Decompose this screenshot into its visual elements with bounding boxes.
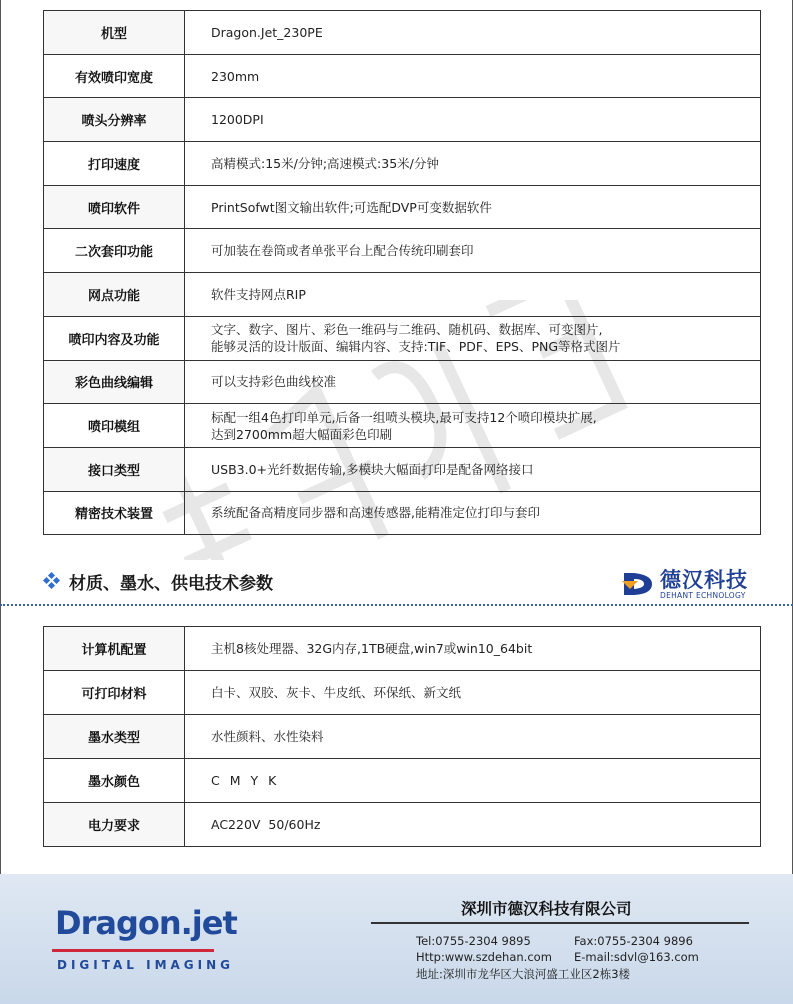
dragonjet-logo-subtitle: DIGITAL IMAGING — [57, 958, 235, 972]
table-row — [44, 404, 761, 448]
row-value-line2: 达到2700mm超大幅面彩色印刷 — [211, 426, 393, 442]
table-row — [44, 803, 761, 847]
logo-underline — [52, 949, 214, 952]
table-row — [44, 360, 761, 404]
row-value — [185, 404, 761, 448]
dehan-brand-logo — [620, 566, 760, 602]
table-row — [44, 98, 761, 142]
row-label: 喷印内容及功能 — [44, 316, 185, 360]
brand-name-cn: 德汉科技 — [660, 567, 748, 592]
row-value: 系统配备高精度同步器和高速传感器,能精准定位打印与套印 — [185, 491, 761, 535]
section-heading — [43, 568, 273, 594]
row-value: AC220V 50/60Hz — [185, 803, 761, 847]
row-value: 白卡、双胶、灰卡、牛皮纸、环保纸、新文纸 — [185, 671, 761, 715]
row-value: 水性颜料、水性染料 — [185, 715, 761, 759]
table-row — [44, 229, 761, 273]
table-row — [44, 316, 761, 360]
row-label: 打印速度 — [44, 142, 185, 186]
row-label: 机型 — [44, 11, 185, 55]
section-divider — [0, 604, 793, 606]
page-footer — [0, 874, 793, 1004]
row-value: Dragon.Jet_230PE — [185, 11, 761, 55]
row-value: C M Y K — [185, 759, 761, 803]
row-value: 高精模式:15米/分钟;高速模式:35米/分钟 — [185, 142, 761, 186]
table-row — [44, 627, 761, 671]
row-label: 接口类型 — [44, 447, 185, 491]
table-row — [44, 715, 761, 759]
table-row — [44, 447, 761, 491]
row-value: 1200DPI — [185, 98, 761, 142]
row-label: 喷头分辨率 — [44, 98, 185, 142]
row-label: 可打印材料 — [44, 671, 185, 715]
tel: Tel:0755-2304 9895 — [416, 934, 531, 948]
row-label: 墨水颜色 — [44, 759, 185, 803]
row-value-line2: 能够灵活的设计版面、编辑内容、支持:TIF、PDF、EPS、PNG等格式图片 — [211, 339, 621, 355]
table-row — [44, 491, 761, 535]
spec-table-materials — [43, 626, 761, 847]
table-row — [44, 142, 761, 186]
spec-table-printer — [43, 10, 761, 535]
row-value: USB3.0+光纤数据传输,多模块大幅面打印是配备网络接口 — [185, 447, 761, 491]
email: E-mail:sdvl@163.com — [574, 950, 699, 964]
fax: Fax:0755-2304 9896 — [574, 934, 693, 948]
row-value: 主机8核处理器、32G内存,1TB硬盘,win7或win10_64bit — [185, 627, 761, 671]
row-value: 可以支持彩色曲线校准 — [185, 360, 761, 404]
table-row — [44, 54, 761, 98]
row-label: 有效喷印宽度 — [44, 54, 185, 98]
table-row — [44, 671, 761, 715]
row-value — [185, 316, 761, 360]
row-label: 二次套印功能 — [44, 229, 185, 273]
row-value-line1: 标配一组4色打印单元,后备一组喷头模块,最可支持12个喷印模块扩展, — [211, 409, 597, 425]
row-label: 喷印软件 — [44, 185, 185, 229]
company-name: 深圳市德汉科技有限公司 — [461, 900, 632, 918]
section-title: 材质、墨水、供电技术参数 — [69, 573, 273, 594]
website: Http:www.szdehan.com — [416, 950, 552, 964]
table-row — [44, 185, 761, 229]
row-value-line1: 文字、数字、图片、彩色一维码与二维码、随机码、数据库、可变图片, — [211, 322, 603, 338]
dehan-logo-icon — [620, 567, 656, 601]
row-value: 230mm — [185, 54, 761, 98]
table-row — [44, 273, 761, 317]
row-label: 喷印模组 — [44, 404, 185, 448]
diamond-bullet-icon — [43, 572, 61, 590]
page-border-left — [0, 0, 1, 874]
table-row — [44, 759, 761, 803]
footer-divider — [371, 922, 749, 924]
row-label: 墨水类型 — [44, 715, 185, 759]
row-label: 网点功能 — [44, 273, 185, 317]
table-row — [44, 11, 761, 55]
row-label: 计算机配置 — [44, 627, 185, 671]
row-value: 软件支持网点RIP — [185, 273, 761, 317]
row-value: PrintSofwt图文输出软件;可选配DVP可变数据软件 — [185, 185, 761, 229]
row-value: 可加装在卷筒或者单张平台上配合传统印刷套印 — [185, 229, 761, 273]
address: 地址:深圳市龙华区大浪河盛工业区2栋3楼 — [416, 967, 631, 981]
row-label: 彩色曲线编辑 — [44, 360, 185, 404]
dragonjet-logo: Dragon.jet — [55, 904, 237, 942]
row-label: 精密技术装置 — [44, 491, 185, 535]
brand-name-en: DEHANT ECHNOLOGY — [660, 590, 746, 600]
row-label: 电力要求 — [44, 803, 185, 847]
